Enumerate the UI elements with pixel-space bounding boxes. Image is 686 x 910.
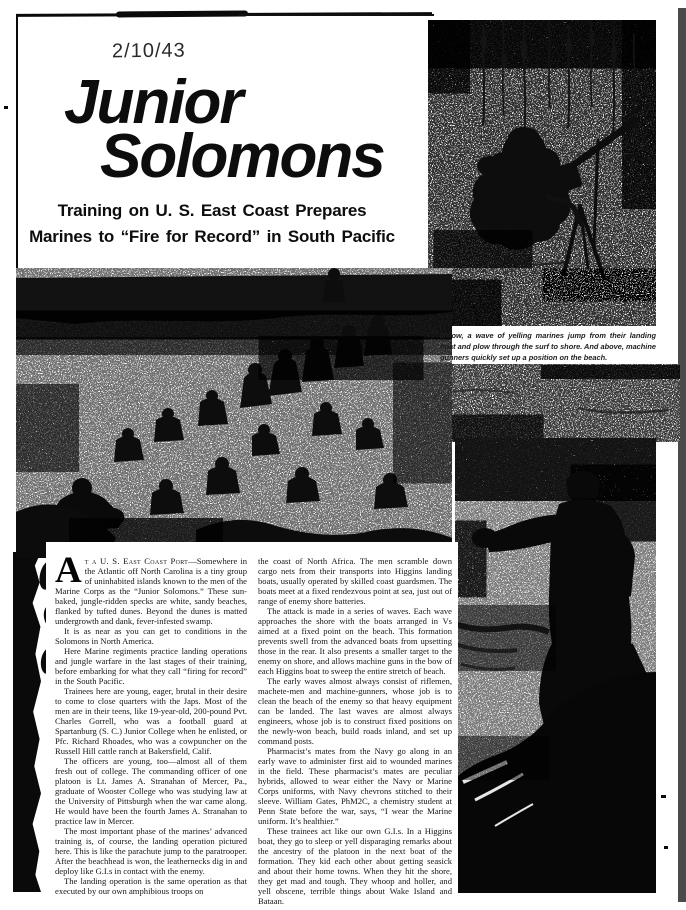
lead-paragraph: [55, 550, 248, 626]
scan-speck: [664, 846, 668, 849]
dropcap-letter: A: [55, 550, 82, 591]
body-paragraph: Pharmacist’s mates from the Navy go along in an early wave to administer first aid to wounded marines in the field. These pharmacist’s mates are peculiar hybrids, allowed to wear either the Navy or Marine Corps uniforms, with Navy chevrons stitched to their sleeve. William Gates, PhM2C, a chemistry student at Penn State before the war, says, “I wear the Marine uniform. It’s healthier.”: [258, 746, 452, 826]
article-text-panel: [46, 542, 458, 908]
scan-right-strip: [678, 8, 686, 902]
handwritten-date: 2/10/43: [111, 39, 186, 63]
article-column-2: [258, 556, 452, 906]
beach-sand-texture: [428, 364, 680, 442]
page-title-line1: Junior: [64, 68, 242, 137]
subtitle-line1: Training on U. S. East Coast Prepares: [57, 201, 367, 220]
machine-gunner-photo: [428, 20, 656, 326]
body-paragraph: The most important phase of the marines’ advanced training is, of course, the landing operation pictured here. This is like the parachute jump to the paratrooper. After the beachhead is won, the leathernecks dig in and deploy like G.I.s in contact with the enemy.: [55, 826, 247, 876]
scan-left-photo-bar: [13, 552, 41, 892]
body-paragraph: Trainees here are young, eager, brutal in their desire to come to close quarters with the Japs. Most of the men are in their teens, like 19-year-old, 200-pound Pvt. Charles Gorrell, who was a football guard at Spartanburg (S. C.) Junior College when he enlisted, or Pfc. Richard Rhoades, who was a cowpuncher on the Russell Hill cattle ranch at Bakersfield, Calif.: [55, 686, 247, 756]
scan-top-edge-taper: [238, 14, 434, 16]
scan-speck: [661, 795, 666, 798]
body-paragraph: It is as near as you can get to conditions in the Solomons in North America.: [55, 626, 247, 646]
body-paragraph: These trainees act like our own G.I.s. In a Higgins boat, they go to sleep or yell disparaging remarks about the ancestry of the platoon in the next boat of the formation. They kid each other about getting seasick and about their home towns. When they hit the shore, they get mad and tough. They whoop and holler, and yell obscene, terrible things about Wake Island and Bataan.: [258, 826, 452, 906]
page-title-line2: Solomons: [100, 122, 384, 191]
article-column-1: [55, 550, 248, 896]
body-paragraph: The officers are young, too—almost all of them fresh out of college. The commanding officer of one platoon is Lt. James A. Stranahan of Mercer, Pa., graduate of Wooster College who was studying law at the University of Pittsburgh when the war came along. He would have been the fourth James A. Stranahan to practice law in Mercer.: [55, 756, 247, 826]
body-paragraph: The attack is made in a series of waves. Each wave approaches the shore with the boats arranged in Vs aimed at a fixed point on the beach. This formation prevents swell from the advanced boats from upsetting those in the rear. It also presents a smaller target to the enemy on shore, and allows machine guns in the bow of each Higgins boat to sweep the entire stretch of beach.: [258, 606, 452, 676]
body-paragraph: The landing operation is the same operation as that executed by our own amphibious troops on: [55, 876, 247, 896]
scan-top-edge-blob: [116, 11, 248, 18]
subtitle-line2: Marines to “Fire for Record” in South Pacific: [29, 227, 395, 246]
body-paragraph: The early waves almost always consist of riflemen, machete-men and machine-gunners, whose job is to clean the beach of the enemy so that heavy equipment can be landed. The last waves are almost always engineers, whose job is to construct fixed positions on the newly-won beach, build roads inland, and set up command posts.: [258, 676, 452, 746]
lead-text: —Somewhere in the Atlantic off North Carolina is a tiny group of uninhabited islands known to the men of the Marine Corps as the “Junior Solomons.” These sun-baked, jungle-ridden specks are white, sandy beaches, flanked by tufted dunes. Beyond the dunes is matted undergrowth and dank, fever-infested swamp.: [55, 556, 248, 626]
lead-smallcaps: t a U. S. East Coast Port: [84, 556, 189, 566]
landing-wave-photo: [16, 268, 452, 558]
photo-caption: Below, a wave of yelling marines jump from their landing boat and plow through the surf to shore. And above, machine gunners quickly set up a position on the beach.: [440, 331, 656, 362]
jumping-marine-photo: [455, 438, 656, 893]
body-paragraph: the coast of North Africa. The men scramble down cargo nets from their transports into Higgins landing boats, usually operated by skilled coast guardsmen. The boats meet at a fixed rendezvous point at sea, just out of range of enemy shore batteries.: [258, 556, 452, 606]
scan-speck: [4, 106, 8, 109]
body-paragraph: Here Marine regiments practice landing operations and jungle warfare in the last stages of their training, before embarking for what they call “firing for record” in the South Pacific.: [55, 646, 247, 686]
